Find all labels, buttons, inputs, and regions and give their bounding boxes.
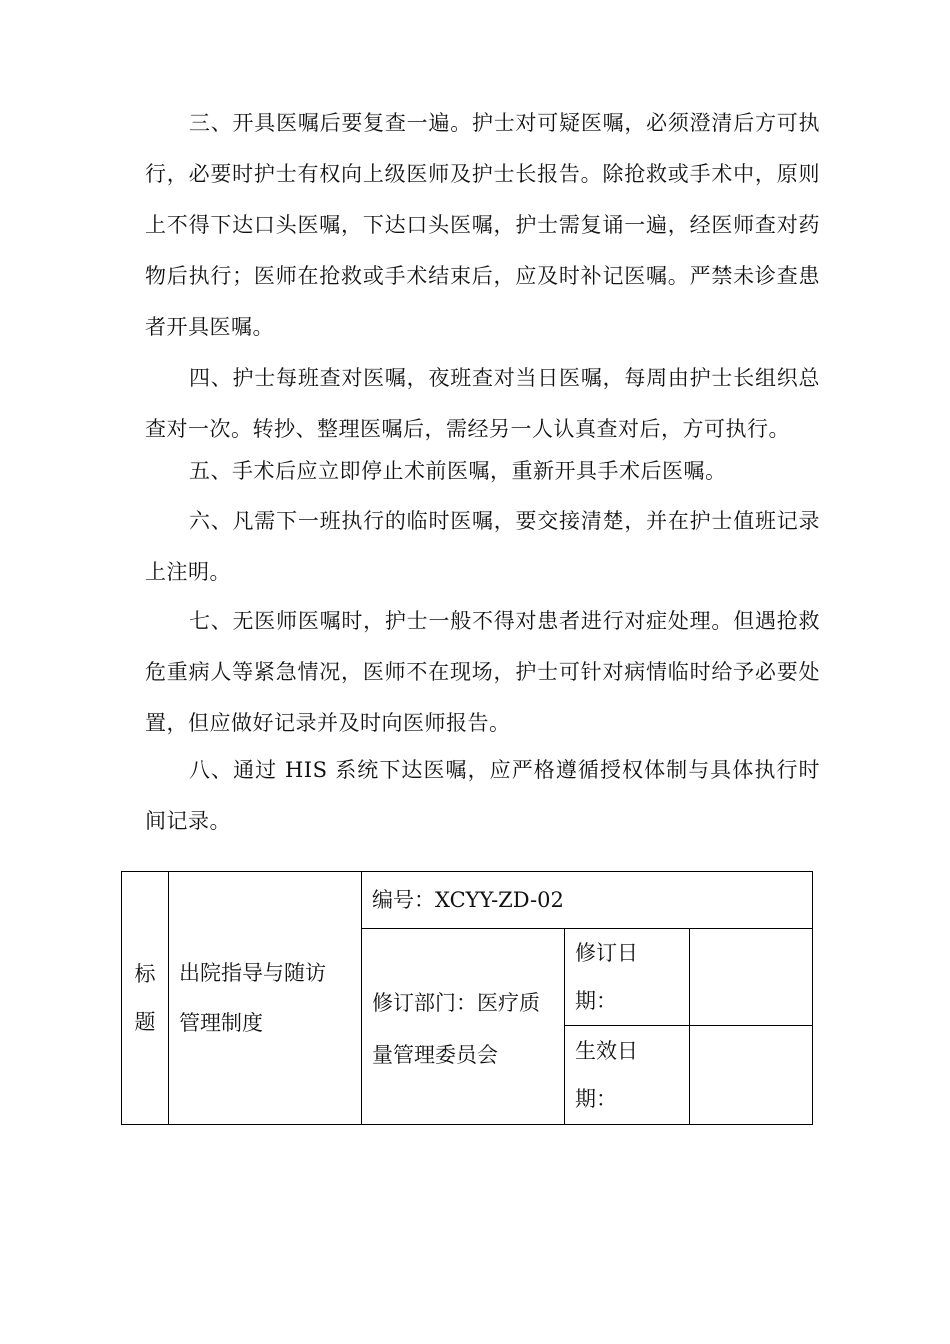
title-label-char-2: 题 <box>134 1010 156 1034</box>
revision-dept-cell <box>362 929 565 1125</box>
document-title-cell <box>169 872 362 1125</box>
paragraph-6: 六、凡需下一班执行的临时医嘱，要交接清楚，并在护士值班记录上注明。 <box>145 509 820 584</box>
paragraph-3: 三、开具医嘱后要复查一遍。护士对可疑医嘱，必须澄清后方可执行，必要时护士有权向上级医师及护士长报告。除抢救或手术中，原则上不得下达口头医嘱，下达口头医嘱，护士需复诵一遍，经医师查对药物后执行；医师在抢救或手术结束后，应及时补记医嘱。严禁未诊查患者开具医嘱。 <box>145 111 820 339</box>
paragraph-4: 四、护士每班查对医嘱，夜班查对当日医嘱，每周由护士长组织总查对一次。转抄、整理医嘱后，需经另一人认真查对后，方可执行。 <box>145 366 820 441</box>
revision-dept-line-2: 量管理委员会 <box>372 1042 498 1067</box>
revision-date-value <box>690 929 813 1026</box>
paragraph-5: 五、手术后应立即停止术前医嘱，重新开具手术后医嘱。 <box>189 459 727 483</box>
revision-date-label: 修订日期： <box>565 929 690 1026</box>
paragraph-8: 八、通过 HIS 系统下达医嘱，应严格遵循授权体制与具体执行时间记录。 <box>145 758 820 833</box>
title-label-cell <box>122 872 169 1125</box>
revision-dept-line-1: 修订部门：医疗质 <box>372 990 540 1015</box>
effective-date-label: 生效日期： <box>565 1026 690 1125</box>
document-title-line-2: 管理制度 <box>179 1011 263 1035</box>
paragraph-7: 七、无医师医嘱时，护士一般不得对患者进行对症处理。但遇抢救危重病人等紧急情况，医师不在现场，护士可针对病情临时给予必要处置，但应做好记录并及时向医师报告。 <box>145 609 820 735</box>
document-code-cell: 编号：XCYY-ZD-02 <box>362 872 813 929</box>
title-label-char-1: 标 <box>134 962 156 986</box>
document-info-table <box>121 871 813 1125</box>
effective-date-value <box>690 1026 813 1125</box>
document-title-line-1: 出院指导与随访 <box>179 961 326 985</box>
